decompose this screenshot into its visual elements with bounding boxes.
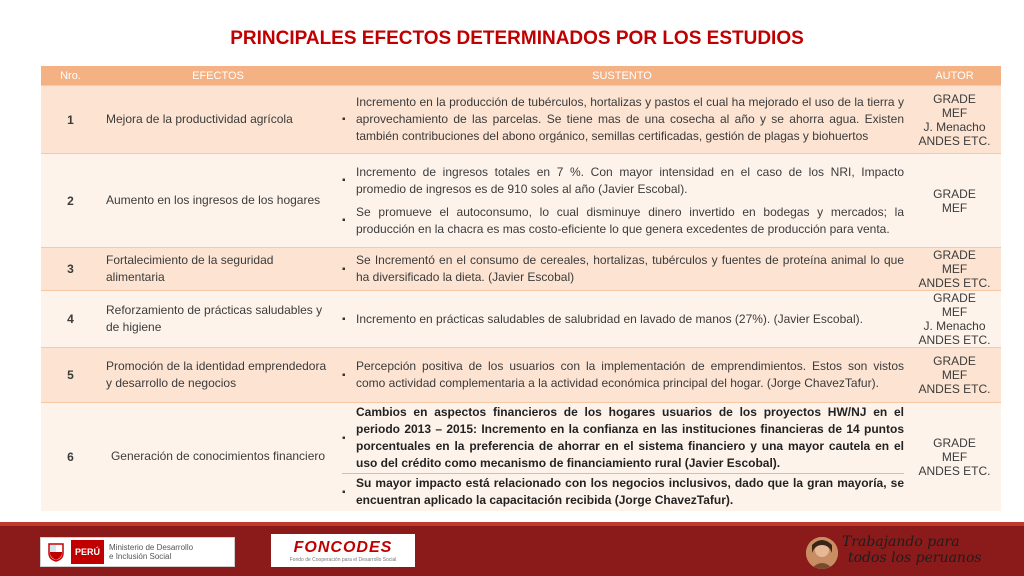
sustento-item <box>342 94 904 145</box>
midis-logo <box>40 537 235 567</box>
sustento-text: Cambios en aspectos financieros de los hogares usuarios de los proyectos HW/NJ en el periodo 2013 – 2015: Incremento en la confianza en las instituciones financieras de 14 puntos porcentuales en la preferencia de ahorrar en el sistema financiero y una mayor cautela en el uso del crédito como mecanismo de financiamiento rural (Javier Escobal). <box>356 405 904 471</box>
autor-line: J. Menacho <box>923 119 986 134</box>
slogan-line: Trabajando para <box>842 534 960 550</box>
autor-line: MEF <box>941 105 968 120</box>
foncodes-label: FONCODES <box>293 538 393 556</box>
foncodes-sublabel: Fondo de Cooperación para el Desarrollo Social <box>289 556 397 563</box>
row-number: 1 <box>41 86 100 154</box>
bullet-icon: ▪ <box>342 313 346 325</box>
sustento-text: Su mayor impacto está relacionado con los negocios inclusivos, dado que la gran mayoría, se encuentran aplicado la capacitación recibida (Jorge ChavezTafur). <box>356 476 904 508</box>
sustento-text: Incremento de ingresos totales en 7 %. Con mayor intensidad en el caso de los NRI, Impacto promedio de ingresos es de 910 soles al año (Javier Escobal). <box>356 164 904 196</box>
autor-line: GRADE <box>933 248 976 262</box>
slogan-line: todos los peruanos <box>848 550 982 566</box>
sustento-cell <box>336 348 908 403</box>
ministerio-line: e Inclusión Social <box>109 552 172 561</box>
autor-cell <box>908 403 1001 511</box>
header-autor: AUTOR <box>908 66 1001 86</box>
peru-shield-icon <box>45 541 67 563</box>
sustento-text: Incremento en prácticas saludables de salubridad en lavado de manos (27%). (Javier Escobal). <box>356 311 863 326</box>
autor-line: GRADE <box>933 91 976 106</box>
autor-line: J. Menacho <box>923 319 986 333</box>
autor-line: ANDES ETC. <box>918 133 991 148</box>
ministerio-label <box>104 543 193 561</box>
page-title: PRINCIPALES EFECTOS DETERMINADOS POR LOS ESTUDIOS <box>230 28 804 49</box>
autor-line: GRADE <box>933 435 976 450</box>
row-number: 3 <box>41 248 100 291</box>
autor-line: MEF <box>941 262 968 276</box>
table-row <box>41 348 1001 403</box>
sustento-cell <box>336 403 908 511</box>
bullet-icon: ▪ <box>342 175 346 186</box>
header-sustento: SUSTENTO <box>336 66 908 86</box>
sustento-cell <box>336 291 908 348</box>
row-number: 6 <box>41 403 100 511</box>
autor-line: GRADE <box>933 186 976 201</box>
efecto-cell: Generación de conocimientos financiero <box>100 403 336 511</box>
autor-line: ANDES ETC. <box>918 463 991 478</box>
sustento-cell <box>336 86 908 154</box>
row-number: 2 <box>41 154 100 248</box>
bullet-icon: ▪ <box>342 369 346 381</box>
bullet-icon: ▪ <box>342 486 346 498</box>
sustento-item <box>342 404 904 472</box>
header-efectos: EFECTOS <box>100 66 336 86</box>
autor-cell <box>908 291 1001 348</box>
slogan <box>842 534 982 566</box>
autor-line: ANDES ETC. <box>918 333 991 347</box>
autor-line: ANDES ETC. <box>918 276 991 290</box>
sustento-item <box>342 311 904 328</box>
sustento-item <box>342 164 904 198</box>
table-row <box>41 291 1001 348</box>
bullet-icon: ▪ <box>342 432 346 444</box>
autor-cell <box>908 348 1001 403</box>
ministerio-line: Ministerio de Desarrollo <box>109 543 194 552</box>
peru-label: PERÚ <box>71 540 104 564</box>
table-row <box>41 86 1001 154</box>
sustento-text: Incremento en la producción de tubérculos, hortalizas y pastos el cual ha mejorado el uso de la tierra y aprovechamiento de las parcelas. Se tiene mas de una cosecha al año y se ahorra agua. Existen también contribuciones del abono orgánico, semillas certificadas, gestión de plagas y biohuertos <box>356 95 904 143</box>
foncodes-logo <box>271 534 415 567</box>
sustento-text: Percepción positiva de los usuarios con la implementación de emprendimientos. Estos son vistos como actividad complementaria a la actividad económica principal del hogar. (Jorge ChavezTafur). <box>356 359 904 390</box>
bullet-icon: ▪ <box>342 263 346 275</box>
table-row <box>41 248 1001 291</box>
table-header-row <box>41 66 1001 86</box>
sustento-cell <box>336 154 908 248</box>
efecto-cell: Aumento en los ingresos de los hogares <box>100 154 336 248</box>
row-number: 4 <box>41 291 100 348</box>
autor-line: GRADE <box>933 291 976 305</box>
person-photo <box>806 537 838 569</box>
autor-cell <box>908 248 1001 291</box>
autor-line: ANDES ETC. <box>918 382 991 396</box>
efecto-cell: Reforzamiento de prácticas saludables y de higiene <box>100 291 336 348</box>
sustento-cell <box>336 248 908 291</box>
header-nro: Nro. <box>41 66 100 86</box>
bullet-icon: ▪ <box>342 215 346 226</box>
sustento-item <box>342 358 904 392</box>
sustento-text: Se Incrementó en el consumo de cereales, hortalizas, tubérculos y fuentes de proteína animal lo que ha diversificado la dieta. (Javier Escobal) <box>356 253 904 284</box>
autor-line: GRADE <box>933 354 976 368</box>
autor-line: MEF <box>941 305 968 319</box>
sustento-item <box>342 204 904 238</box>
person-icon <box>806 537 838 569</box>
bullet-icon: ▪ <box>342 114 346 125</box>
sustento-item <box>342 252 904 286</box>
sustento-item <box>342 475 904 509</box>
sustento-text: Se promueve el autoconsumo, lo cual disminuye dinero invertido en bodegas y mercados; la producción en la chacra es mas costo-eficiente lo que genera excedentes de producción para venta. <box>356 204 904 236</box>
efecto-cell: Promoción de la identidad emprendedora y desarrollo de negocios <box>100 348 336 403</box>
autor-line: MEF <box>941 449 968 464</box>
autor-cell <box>908 86 1001 154</box>
autor-cell <box>908 154 1001 248</box>
table-row <box>41 403 1001 511</box>
autor-line: MEF <box>941 368 968 382</box>
table-row <box>41 154 1001 248</box>
autor-line: MEF <box>941 200 968 215</box>
effects-table <box>41 66 1001 511</box>
efecto-cell: Fortalecimiento de la seguridad alimentaria <box>100 248 336 291</box>
row-number: 5 <box>41 348 100 403</box>
efecto-cell: Mejora de la productividad agrícola <box>100 86 336 154</box>
